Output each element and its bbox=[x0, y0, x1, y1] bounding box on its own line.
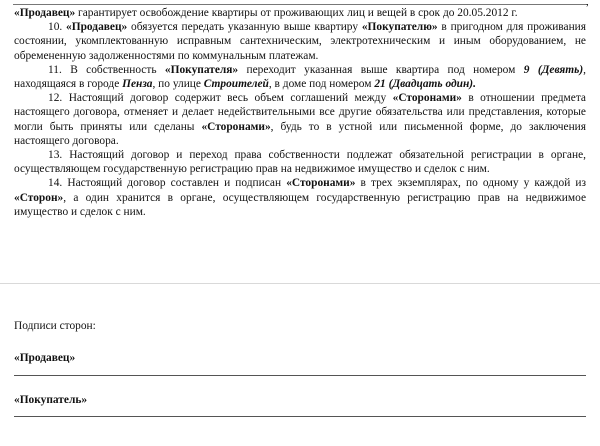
text-run: Строителей bbox=[203, 78, 269, 91]
paragraph-p10 bbox=[14, 20, 586, 63]
text-run: в отношении предмета настоящего договора, отменяет и делает недействительными все другие обязательства или представления, которые могли быть приняты или сделаны bbox=[14, 92, 586, 133]
paragraph-p13 bbox=[14, 148, 586, 176]
paragraph-p11 bbox=[14, 63, 586, 91]
text-run: обязуется передать указанную выше квартиру bbox=[127, 21, 362, 34]
text-run: , будь то в устной или письменной форме, до заключения настоящего договора. bbox=[14, 120, 587, 147]
text-run: 21 (Двадцать один). bbox=[374, 78, 476, 91]
text-run: в трех экземплярах, по одному у каждой из bbox=[355, 177, 586, 190]
text-run: «Сторон» bbox=[14, 191, 64, 204]
text-run: гарантирует освобождение квартиры от проживающих лиц и вещей в срок до 20.05.2012 г. bbox=[75, 7, 518, 19]
top-mark: , bbox=[586, 0, 589, 8]
buyer-signature-line bbox=[14, 416, 586, 417]
top-underline bbox=[13, 0, 588, 5]
paragraph-p9-tail bbox=[14, 6, 586, 20]
text-run: 13. Настоящий договор и переход права собственности подлежат обязательной регистрации в органе, осуществляющем государственную регистрацию прав на недвижимое имущество и сделок с ним. bbox=[14, 149, 586, 176]
signatures-heading: Подписи сторон: bbox=[14, 320, 96, 332]
text-run: , по улице bbox=[152, 78, 204, 91]
text-run: 9 (Девять) bbox=[523, 63, 584, 76]
text-run: 10. bbox=[48, 21, 67, 34]
text-run: «Продавец» bbox=[66, 21, 128, 34]
text-run: , в доме под номером bbox=[268, 78, 375, 91]
contract-text bbox=[14, 6, 586, 219]
text-run: «Сторонами» bbox=[286, 177, 356, 190]
paragraph-p14 bbox=[14, 176, 586, 219]
text-run: 12. Настоящий договор содержит весь объем соглашений между bbox=[48, 92, 393, 105]
text-run: Пенза bbox=[122, 78, 153, 91]
text-run: 14. Настоящий договор составлен и подписан bbox=[48, 177, 287, 190]
text-run: «Сторонами» bbox=[201, 120, 271, 133]
text-run: , а один хранится в органе, осуществляющем государственную регистрацию прав на недвижимое имущество и сделок с ним. bbox=[14, 191, 586, 218]
text-run: переходит указанная выше квартира под номером bbox=[238, 63, 524, 76]
text-run: «Покупателя» bbox=[164, 63, 239, 76]
text-run: «Покупателю» bbox=[361, 21, 438, 34]
seller-label: «Продавец» bbox=[14, 352, 76, 364]
text-run: «Сторонами» bbox=[392, 92, 462, 105]
page-break-line bbox=[0, 283, 600, 284]
text-run: , находящаяся в городе bbox=[14, 63, 586, 91]
paragraph-p12 bbox=[14, 91, 586, 148]
buyer-label: «Покупатель» bbox=[14, 394, 88, 406]
text-run: «Продавец» bbox=[14, 7, 76, 19]
text-run: 11. В собственность bbox=[48, 63, 165, 76]
seller-signature-line bbox=[14, 375, 586, 376]
text-run: в пригодном для проживания состоянии, укомплектованную исправным сантехническим, электротехническим и иным оборудованием, не обремененную задолженностями по коммунальным платежам. bbox=[14, 21, 587, 62]
